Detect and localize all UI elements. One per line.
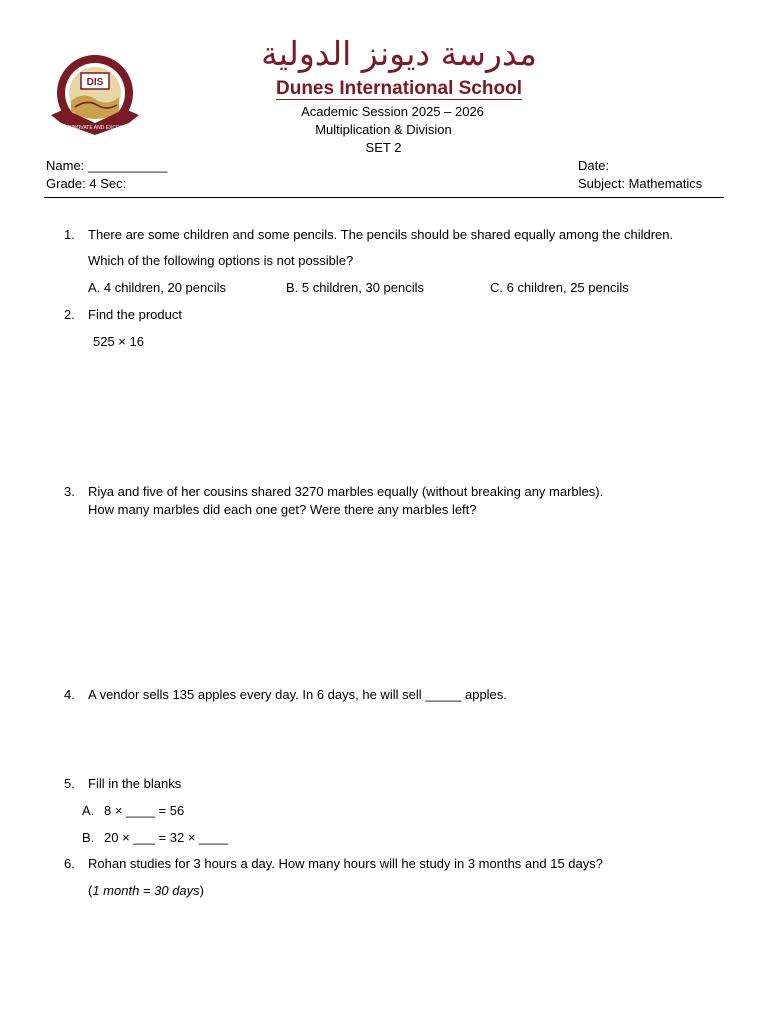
question-4-number: 4. bbox=[64, 687, 75, 702]
logo-initials: DIS bbox=[86, 77, 104, 88]
question-6-number: 6. bbox=[64, 856, 75, 871]
question-3-text: Riya and five of her cousins shared 3270 marbles equally (without breaking any marbles). bbox=[88, 484, 604, 499]
logo-ribbon-text: INNOVATE AND EXCEL bbox=[67, 125, 123, 131]
question-1-subtext: Which of the following options is not possible? bbox=[88, 253, 354, 268]
question-2-number: 2. bbox=[64, 307, 75, 322]
question-5-item-b-label: B. bbox=[82, 830, 95, 845]
question-3-number: 3. bbox=[64, 484, 75, 499]
question-6-note bbox=[88, 883, 204, 898]
question-5-item-a-label: A. bbox=[82, 803, 95, 818]
question-4-text: A vendor sells 135 apples every day. In 6 days, he will sell _____ apples. bbox=[88, 687, 507, 702]
question-1-option-c: C. 6 children, 25 pencils bbox=[490, 280, 629, 295]
note-open: ( bbox=[88, 883, 93, 898]
subject-field: Subject: Mathematics bbox=[578, 176, 703, 191]
arabic-school-name: مدرسة ديونز الدولية bbox=[261, 34, 537, 73]
question-5-number: 5. bbox=[64, 776, 75, 791]
date-field: Date: bbox=[578, 158, 610, 173]
question-1-option-b: B. 5 children, 30 pencils bbox=[286, 280, 425, 295]
note-text: 1 month = 30 days bbox=[92, 883, 200, 898]
question-5-item-a: 8 × ____ = 56 bbox=[104, 803, 185, 818]
question-3-subtext: How many marbles did each one get? Were there any marbles left? bbox=[88, 502, 477, 517]
note-close: ) bbox=[199, 883, 205, 898]
question-5-item-b: 20 × ___ = 32 × ____ bbox=[104, 830, 228, 845]
worksheet-set: SET 2 bbox=[365, 140, 402, 155]
school-logo bbox=[47, 53, 143, 139]
question-2-expression: 525 × 16 bbox=[93, 334, 144, 349]
question-5-text: Fill in the blanks bbox=[88, 776, 182, 791]
grade-field: Grade: 4 Sec: bbox=[46, 176, 127, 191]
school-name bbox=[276, 78, 522, 100]
school-name-text: Dunes International School bbox=[276, 78, 522, 99]
question-2-text: Find the product bbox=[88, 307, 182, 322]
worksheet-topic: Multiplication & Division bbox=[315, 122, 452, 137]
question-6-text: Rohan studies for 3 hours a day. How many hours will he study in 3 months and 15 days? bbox=[88, 856, 603, 871]
question-1-text: There are some children and some pencils. The pencils should be shared equally among the children. bbox=[88, 227, 674, 242]
academic-session: Academic Session 2025 – 2026 bbox=[301, 104, 484, 119]
question-1-option-a: A. 4 children, 20 pencils bbox=[88, 280, 227, 295]
question-1-number: 1. bbox=[64, 227, 75, 242]
name-field: Name: ___________ bbox=[46, 158, 168, 173]
header-divider bbox=[44, 197, 724, 198]
